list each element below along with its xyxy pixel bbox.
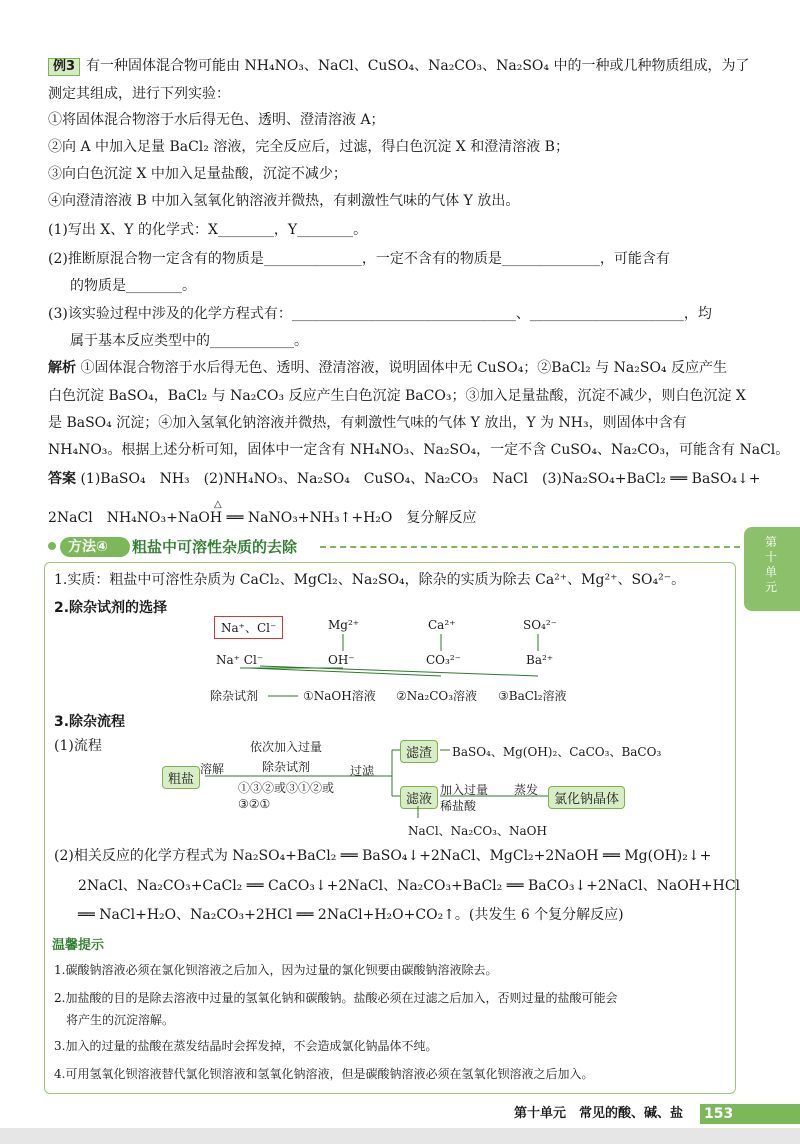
tip-1: 1.碳酸钠溶液必须在氯化钡溶液之后加入，因为过量的氯化钡要由碳酸钠溶液除去。 bbox=[54, 963, 498, 977]
filtrate-content: NaCl、Na₂CO₃、NaOH bbox=[408, 824, 547, 838]
ion-na-cl: Na⁺ Cl⁻ bbox=[216, 653, 264, 667]
reagent-1: ①NaOH溶液 bbox=[303, 689, 376, 703]
footer-unit: 第十单元 常见的酸、碱、盐 bbox=[514, 1106, 684, 1121]
unit-side-tab: 第十单元 bbox=[744, 527, 800, 611]
example-step-3: ③向白色沉淀 X 中加入足量盐酸，沉淀不减少； bbox=[48, 166, 347, 182]
product-box: 氯化钠晶体 bbox=[548, 786, 625, 809]
evaporate-label: 蒸发 bbox=[514, 783, 539, 797]
question-3-line1: (3)该实验过程中涉及的化学方程式有：________________________________、______________________，均 bbox=[48, 306, 712, 322]
reagent-label-2: 除杂试剂 bbox=[262, 760, 311, 774]
question-1: (1)写出 X、Y 的化学式：X________，Y________。 bbox=[48, 222, 368, 238]
filtrate-box: 滤液 bbox=[400, 786, 438, 809]
question-2-line2: 的物质是________。 bbox=[70, 278, 196, 294]
reagent-2: ②Na₂CO₃溶液 bbox=[396, 689, 478, 703]
example-step-4: ④向澄清溶液 B 中加入氢氧化钠溶液并微热，有刺激性气味的气体 Y 放出。 bbox=[48, 193, 520, 209]
tips-title: 温馨提示 bbox=[52, 938, 105, 953]
add-excess-label: 依次加入过量 bbox=[250, 740, 323, 754]
filter-label: 过滤 bbox=[350, 764, 375, 778]
residue-content: BaSO₄、Mg(OH)₂、CaCO₃、BaCO₃ bbox=[452, 745, 662, 759]
dissolve-label: 溶解 bbox=[200, 762, 225, 776]
boxed-ions: Na⁺、Cl⁻ bbox=[214, 616, 283, 639]
ion-mg: Mg²⁺ bbox=[328, 618, 360, 632]
flow-label: (1)流程 bbox=[54, 738, 102, 754]
process-title: 3.除杂流程 bbox=[54, 714, 126, 730]
tip-2: 2.加盐酸的目的是除去溶液中过量的氢氧化钠和碳酸钠。盐酸必须在过滤之后加入，否则过量的盐酸可能会 bbox=[54, 991, 618, 1005]
equation-line3: ══ NaCl+H₂O、Na₂CO₃+2HCl ══ 2NaCl+H₂O+CO₂↑。(共发生 6 个复分解反应) bbox=[78, 907, 624, 923]
analysis-line4: NH₄NO₃。根据上述分析可知，固体中一定含有 NH₄NO₃、Na₂SO₄，一定不含 CuSO₄、Na₂CO₃，可能含有 NaCl。 bbox=[48, 442, 790, 458]
ion-ca: Ca²⁺ bbox=[428, 618, 456, 632]
order-options-2: ③②① bbox=[238, 797, 271, 811]
bottom-edge bbox=[0, 1128, 800, 1144]
ion-ba: Ba²⁺ bbox=[526, 653, 554, 667]
order-options-1: ①③②或③①②或 bbox=[238, 781, 335, 795]
question-2-line1: (2)推断原混合物一定含有的物质是______________，一定不含有的物质是______________，可能含有 bbox=[48, 251, 670, 267]
heat-symbol: △ bbox=[214, 499, 222, 510]
answer-line2: 2NaCl NH₄NO₃+NaOH ══ NaNO₃+NH₃↑+H₂O 复分解反应 bbox=[48, 510, 477, 526]
equation-line2: 2NaCl、Na₂CO₃+CaCl₂ ══ CaCO₃↓+2NaCl、Na₂CO₃+BaCl₂ ══ BaCO₃↓+2NaCl、NaOH+HCl bbox=[78, 878, 741, 894]
acid-label-1: 加入过量 bbox=[440, 783, 489, 797]
tip-2-cont: 将产生的沉淀溶解。 bbox=[66, 1013, 175, 1027]
example-intro-line1: 例3 有一种固体混合物可能由 NH₄NO₃、NaCl、CuSO₄、Na₂CO₃、Na₂SO₄ 中的一种或几种物质组成，为了 bbox=[48, 56, 749, 76]
reagent-label: 除杂试剂 bbox=[210, 689, 259, 703]
method-title: 粗盐中可溶性杂质的去除 bbox=[132, 538, 298, 556]
method-essence: 1.实质：粗盐中可溶性杂质为 CaCl₂、MgCl₂、Na₂SO₄，除杂的实质为除去 Ca²⁺、Mg²⁺、SO₄²⁻。 bbox=[54, 572, 686, 588]
tip-3: 3.加入的过量的盐酸在蒸发结晶时会挥发掉，不会造成氯化钠晶体不纯。 bbox=[54, 1039, 438, 1053]
example-step-2: ②向 A 中加入足量 BaCl₂ 溶液，完全反应后，过滤，得白色沉淀 X 和澄清溶液 B； bbox=[48, 139, 569, 155]
residue-box: 滤渣 bbox=[400, 740, 438, 763]
equation-line1: (2)相关反应的化学方程式为 Na₂SO₄+BaCl₂ ══ BaSO₄↓+2NaCl、MgCl₂+2NaOH ══ Mg(OH)₂↓+ bbox=[54, 848, 712, 864]
answer-line1: 答案 (1)BaSO₄ NH₃ (2)NH₄NO₃、Na₂SO₄ CuSO₄、Na₂CO₃ NaCl (3)Na₂SO₄+BaCl₂ ══ BaSO₄↓+ bbox=[48, 471, 761, 487]
question-3-line2: 属于基本反应类型中的____________。 bbox=[70, 333, 308, 349]
analysis-line3: 是 BaSO₄ 沉淀；④加入氢氧化钠溶液并微热，有刺激性气味的气体 Y 放出，Y 为 NH₃，则固体中含有 bbox=[48, 415, 687, 431]
page-number: 153 bbox=[704, 1106, 734, 1122]
reagent-3: ③BaCl₂溶液 bbox=[498, 689, 567, 703]
ion-so4: SO₄²⁻ bbox=[523, 618, 558, 632]
example-tag: 例3 bbox=[48, 58, 80, 76]
acid-label-2: 稀盐酸 bbox=[440, 799, 477, 813]
method-pill: 方法④ bbox=[60, 537, 130, 557]
example-intro-line2: 测定其组成，进行下列实验： bbox=[48, 86, 230, 102]
analysis-line2: 白色沉淀 BaSO₄，BaCl₂ 与 Na₂CO₃ 反应产生白色沉淀 BaCO₃；③加入足量盐酸，沉淀不减少，则白色沉淀 X bbox=[48, 388, 746, 404]
reagent-title: 2.除杂试剂的选择 bbox=[54, 600, 168, 616]
ion-oh: OH⁻ bbox=[328, 653, 355, 667]
analysis-line1: 解析 ①固体混合物溶于水后得无色、透明、澄清溶液，说明固体中无 CuSO₄；②BaCl₂ 与 Na₂SO₄ 反应产生 bbox=[48, 360, 727, 376]
analysis-label: 解析 bbox=[48, 360, 76, 376]
example-step-1: ①将固体混合物溶于水后得无色、透明、澄清溶液 A； bbox=[48, 112, 385, 128]
tip-4: 4.可用氢氧化钡溶液替代氯化钡溶液和氢氧化钠溶液，但是碳酸钠溶液必须在氢氧化钡溶液之后加入。 bbox=[54, 1067, 594, 1081]
crude-salt-box: 粗盐 bbox=[162, 766, 200, 789]
answer-label: 答案 bbox=[48, 471, 76, 487]
ion-co3: CO₃²⁻ bbox=[426, 653, 461, 667]
